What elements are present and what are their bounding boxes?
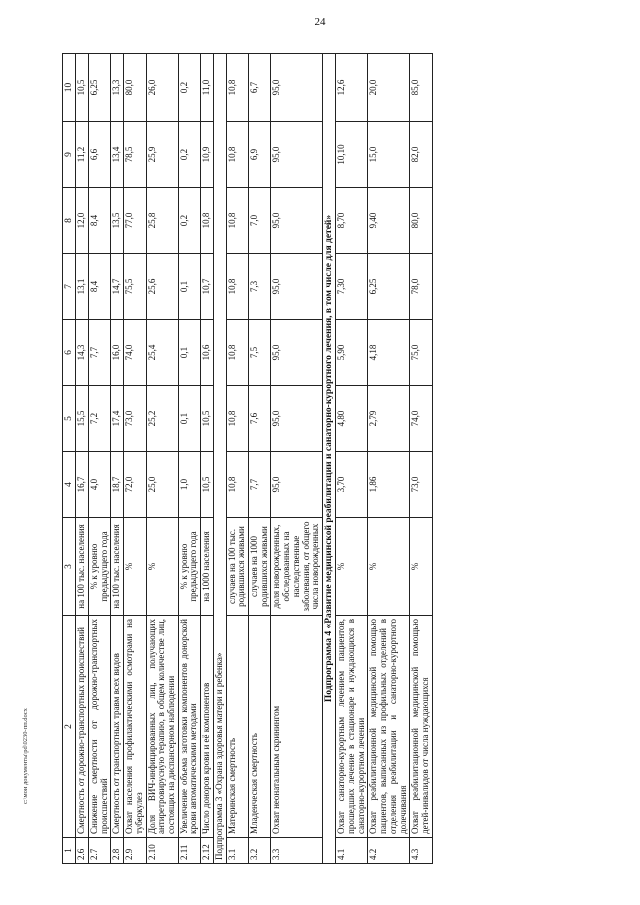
value-cell: 25,4: [146, 320, 178, 386]
table-row: [88, 54, 110, 864]
unit-cell: %: [368, 518, 410, 616]
unit-cell: случаев на 100 тыс. родившихся живыми: [226, 518, 248, 616]
indicator-name-cell: Материнская смертность: [226, 616, 248, 838]
value-cell: 7,2: [88, 386, 110, 452]
row-number-cell: 3.2: [249, 838, 271, 864]
header-cell: 10: [63, 54, 76, 122]
unit-cell: доля новорожденных, обследованных на наследственные заболевания, от общего числа новорожденных: [271, 518, 323, 616]
value-cell: 85,0: [410, 54, 432, 122]
value-cell: 25,6: [146, 254, 178, 320]
value-cell: 6,25: [368, 254, 410, 320]
unit-cell: на 100 тыс. населения: [76, 518, 89, 616]
row-number-cell: 2.11: [178, 838, 200, 864]
table-row: [271, 54, 323, 864]
value-cell: 95,0: [271, 452, 323, 518]
indicator-name-cell: Младенческая смертность: [249, 616, 271, 838]
value-cell: 10,8: [226, 452, 248, 518]
value-cell: 73,0: [410, 452, 432, 518]
value-cell: 10,8: [201, 188, 214, 254]
unit-cell: %: [336, 518, 368, 616]
unit-cell: на 1000 населения: [201, 518, 214, 616]
row-number-cell: 2.6: [76, 838, 89, 864]
value-cell: 13,4: [111, 122, 124, 188]
value-cell: 10,5: [201, 386, 214, 452]
header-cell: 8: [63, 188, 76, 254]
value-cell: 95,0: [271, 254, 323, 320]
value-cell: 1,86: [368, 452, 410, 518]
value-cell: 75,0: [410, 320, 432, 386]
table-row: [111, 54, 124, 864]
value-cell: 4,0: [88, 452, 110, 518]
indicator-name-cell: Увеличение объема заготовки компонентов донорской крови автоматическими методами: [178, 616, 200, 838]
value-cell: 20,0: [368, 54, 410, 122]
row-number-cell: 2.8: [111, 838, 124, 864]
value-cell: 80,0: [124, 54, 146, 122]
value-cell: 16,7: [76, 452, 89, 518]
table-row: [178, 54, 200, 864]
value-cell: 0,1: [178, 254, 200, 320]
value-cell: 0,2: [178, 122, 200, 188]
value-cell: 13,5: [111, 188, 124, 254]
value-cell: 7,30: [336, 254, 368, 320]
subprogram-title: Подпрограмма 4 «Развитие медицинской реабилитации и санаторно-курортного лечения, в том числе для детей»: [323, 54, 336, 864]
header-cell: 3: [63, 518, 76, 616]
value-cell: 77,0: [124, 188, 146, 254]
page-number: 24: [314, 16, 326, 28]
row-number-cell: 2.12: [201, 838, 214, 864]
value-cell: 6,9: [249, 122, 271, 188]
value-cell: 7,0: [249, 188, 271, 254]
indicators-table: [62, 53, 433, 864]
value-cell: 95,0: [271, 122, 323, 188]
value-cell: 6,7: [249, 54, 271, 122]
value-cell: 1,0: [178, 452, 200, 518]
value-cell: 25,2: [146, 386, 178, 452]
header-cell: 1: [63, 838, 76, 864]
table-row: [249, 54, 271, 864]
value-cell: 95,0: [271, 386, 323, 452]
unit-cell: случаев на 1000 родившихся живыми: [249, 518, 271, 616]
header-cell: 9: [63, 122, 76, 188]
row-number-cell: 2.7: [88, 838, 110, 864]
value-cell: 8,4: [88, 188, 110, 254]
value-cell: 12,6: [336, 54, 368, 122]
unit-cell: %: [410, 518, 432, 616]
value-cell: 10,6: [201, 320, 214, 386]
value-cell: 10,8: [226, 386, 248, 452]
value-cell: 7,7: [249, 452, 271, 518]
value-cell: 10,8: [226, 54, 248, 122]
value-cell: 14,7: [111, 254, 124, 320]
indicator-name-cell: Охват реабилитационной медицинской помощью детей-инвалидов от числа нуждающихся: [410, 616, 432, 838]
unit-cell: %: [146, 518, 178, 616]
value-cell: 2,79: [368, 386, 410, 452]
value-cell: 12,0: [76, 188, 89, 254]
header-cell: 5: [63, 386, 76, 452]
value-cell: 10,5: [201, 452, 214, 518]
value-cell: 6,25: [88, 54, 110, 122]
rotated-table-container: [62, 54, 548, 864]
indicator-name-cell: Охват реабилитационной медицинской помощью пациентов, выписанных из профильных отделений в отделения реабилитации и санаторно-курортного долечивания: [368, 616, 410, 838]
header-cell: 2: [63, 616, 76, 838]
value-cell: 0,2: [178, 54, 200, 122]
value-cell: 18,7: [111, 452, 124, 518]
table-row: [146, 54, 178, 864]
unit-cell: % к уровню предыдущего года: [88, 518, 110, 616]
value-cell: 75,5: [124, 254, 146, 320]
row-number-cell: 2.9: [124, 838, 146, 864]
value-cell: 10,8: [226, 254, 248, 320]
row-number-cell: 4.2: [368, 838, 410, 864]
indicator-name-cell: Смертность от транспортных травм всех видов: [111, 616, 124, 838]
value-cell: 82,0: [410, 122, 432, 188]
value-cell: 10,8: [226, 122, 248, 188]
row-number-cell: 2.10: [146, 838, 178, 864]
indicator-name-cell: Доля ВИЧ-инфицированных лиц, получающих антиретровирусную терапию, в общем количестве лиц, состоящих на диспансерном наблюдении: [146, 616, 178, 838]
value-cell: 73,0: [124, 386, 146, 452]
value-cell: 95,0: [271, 54, 323, 122]
value-cell: 13,3: [111, 54, 124, 122]
unit-cell: %: [124, 518, 146, 616]
indicator-name-cell: Смертность от дорожно-транспортных происшествий: [76, 616, 89, 838]
table-header-row: [63, 54, 76, 864]
value-cell: 25,0: [146, 452, 178, 518]
table-row: [226, 54, 248, 864]
value-cell: 0,2: [178, 188, 200, 254]
value-cell: 78,0: [410, 254, 432, 320]
value-cell: 10,10: [336, 122, 368, 188]
value-cell: 5,90: [336, 320, 368, 386]
value-cell: 3,70: [336, 452, 368, 518]
value-cell: 17,4: [111, 386, 124, 452]
value-cell: 10,5: [76, 54, 89, 122]
header-cell: 7: [63, 254, 76, 320]
value-cell: 72,0: [124, 452, 146, 518]
value-cell: 0,1: [178, 386, 200, 452]
value-cell: 11,2: [76, 122, 89, 188]
value-cell: 10,8: [226, 320, 248, 386]
value-cell: 74,0: [124, 320, 146, 386]
value-cell: 8,4: [88, 254, 110, 320]
row-number-cell: 3.1: [226, 838, 248, 864]
unit-cell: на 100 тыс. населения: [111, 518, 124, 616]
value-cell: 74,0: [410, 386, 432, 452]
subprogram-title: Подпрограмма 3 «Охрана здоровья матери и ребенка»: [213, 54, 226, 864]
value-cell: 78,5: [124, 122, 146, 188]
unit-cell: % к уровню предыдущего года: [178, 518, 200, 616]
value-cell: 16,0: [111, 320, 124, 386]
value-cell: 25,8: [146, 188, 178, 254]
value-cell: 15,5: [76, 386, 89, 452]
value-cell: 14,3: [76, 320, 89, 386]
row-number-cell: 3.3: [271, 838, 323, 864]
table-row: [201, 54, 214, 864]
value-cell: 10,7: [201, 254, 214, 320]
value-cell: 4,18: [368, 320, 410, 386]
footer-path: c:\мои документы\pd\0230-пп.docx: [22, 708, 29, 804]
value-cell: 10,8: [226, 188, 248, 254]
table-body: [63, 54, 433, 864]
indicator-name-cell: Охват неонатальным скринингом: [271, 616, 323, 838]
value-cell: 8,70: [336, 188, 368, 254]
subprogram-row: [323, 54, 336, 864]
value-cell: 25,9: [146, 122, 178, 188]
value-cell: 10,9: [201, 122, 214, 188]
value-cell: 80,0: [410, 188, 432, 254]
indicator-name-cell: Охват санаторно-курортным лечением пациентов, прошедших лечение в стационаре и нуждающихся в санаторно-курортном лечении: [336, 616, 368, 838]
value-cell: 0,1: [178, 320, 200, 386]
value-cell: 7,6: [249, 386, 271, 452]
row-number-cell: 4.1: [336, 838, 368, 864]
table-row: [410, 54, 432, 864]
table-row: [336, 54, 368, 864]
value-cell: 7,7: [88, 320, 110, 386]
value-cell: 7,3: [249, 254, 271, 320]
value-cell: 11,0: [201, 54, 214, 122]
value-cell: 15,0: [368, 122, 410, 188]
row-number-cell: 4.3: [410, 838, 432, 864]
value-cell: 95,0: [271, 320, 323, 386]
header-cell: 4: [63, 452, 76, 518]
table-row: [76, 54, 89, 864]
header-cell: 6: [63, 320, 76, 386]
value-cell: 95,0: [271, 188, 323, 254]
table-row: [368, 54, 410, 864]
subprogram-row: [213, 54, 226, 864]
value-cell: 7,5: [249, 320, 271, 386]
value-cell: 4,80: [336, 386, 368, 452]
value-cell: 26,0: [146, 54, 178, 122]
value-cell: 9,40: [368, 188, 410, 254]
value-cell: 6,6: [88, 122, 110, 188]
value-cell: 13,1: [76, 254, 89, 320]
indicator-name-cell: Снижение смертности от дорожно-транспортных происшествий: [88, 616, 110, 838]
table-row: [124, 54, 146, 864]
indicator-name-cell: Число доноров крови и её компонентов: [201, 616, 214, 838]
indicator-name-cell: Охват населения профилактическими осмотрами на туберкулез: [124, 616, 146, 838]
